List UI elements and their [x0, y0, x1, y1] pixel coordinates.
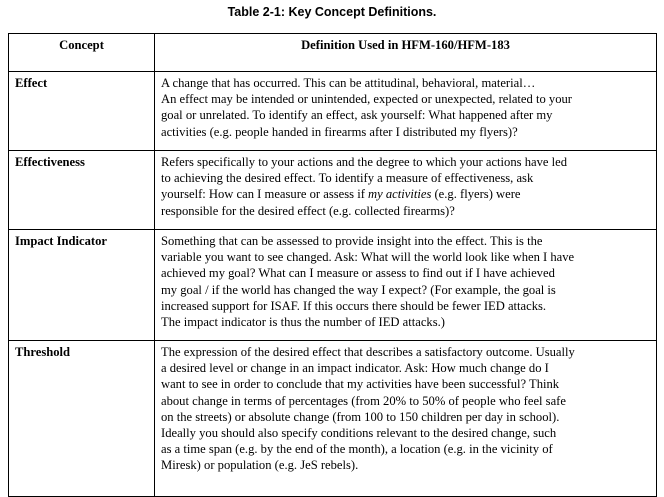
definition-line: my goal / if the world has changed the way I expect? (For example, the goal is — [161, 282, 556, 297]
definition-line: want to see in order to conclude that my activities have been successful? Think — [161, 377, 560, 392]
definition-line: responsible for the desired effect (e.g. collected firearms)? — [161, 203, 455, 218]
definition-cell — [155, 230, 657, 341]
definition-text: (e.g. flyers) were — [431, 187, 521, 202]
table-caption: Table 2-1: Key Concept Definitions. — [227, 5, 437, 19]
definition-line: variable you want to see changed. Ask: What will the world look like when I have — [161, 250, 575, 265]
definition-line: to achieving the desired effect. To identify a measure of effectiveness, ask — [161, 171, 534, 186]
definition-line: on the streets) or absolute change (from 100 to 150 children per day in school). — [161, 409, 560, 424]
definitions-table — [8, 33, 657, 497]
concept-cell: Impact Indicator — [9, 230, 155, 341]
table-header-row — [9, 34, 657, 72]
definition-line: Ideally you should also specify conditions relevant to the desired change, such — [161, 426, 557, 441]
definition-line: Miresk) or population (e.g. JeS rebels). — [161, 458, 359, 473]
concept-cell: Effect — [9, 72, 155, 151]
table-row-impact-indicator — [9, 230, 657, 341]
table-row-effectiveness — [9, 151, 657, 230]
definition-line: goal or unrelated. To identify an effect, ask yourself: What happened after my — [161, 108, 553, 123]
table-row-threshold — [9, 341, 657, 497]
definition-cell — [155, 341, 657, 497]
table-row-effect — [9, 72, 657, 151]
definition-line: activities (e.g. people handed in firearms after I distributed my flyers)? — [161, 124, 518, 139]
definition-cell — [155, 72, 657, 151]
definition-line: An effect may be intended or unintended, expected or unexpected, related to your — [161, 92, 573, 107]
column-header-concept: Concept — [9, 34, 155, 72]
definition-line — [161, 186, 650, 202]
definition-line: The expression of the desired effect that describes a satisfactory outcome. Usually — [161, 345, 575, 359]
definition-line: Something that can be assessed to provide insight into the effect. This is the — [161, 234, 543, 248]
definition-line: achieved my goal? What can I measure or assess to find out if I have achieved — [161, 266, 555, 281]
definition-line: as a time span (e.g. by the end of the month), a location (e.g. in the vicinity of — [161, 442, 553, 457]
concept-cell: Effectiveness — [9, 151, 155, 230]
definition-line: A change that has occurred. This can be attitudinal, behavioral, material… — [161, 76, 536, 90]
column-header-definition: Definition Used in HFM-160/HFM-183 — [155, 34, 657, 72]
definition-line: increased support for ISAF. If this occurs there should be fewer IED attacks. — [161, 298, 547, 313]
definition-line: Refers specifically to your actions and the degree to which your actions have led — [161, 155, 568, 169]
concept-cell: Threshold — [9, 341, 155, 497]
definition-line: about change in terms of percentages (from 20% to 50% of people who feel safe — [161, 393, 566, 408]
definition-line: a desired level or change in an impact indicator. Ask: How much change do I — [161, 361, 549, 376]
definition-text: yourself: How can I measure or assess if — [161, 187, 369, 202]
definition-italic-text: my activities — [368, 187, 432, 202]
definition-line: The impact indicator is thus the number of IED attacks.) — [161, 315, 445, 330]
definition-cell — [155, 151, 657, 230]
